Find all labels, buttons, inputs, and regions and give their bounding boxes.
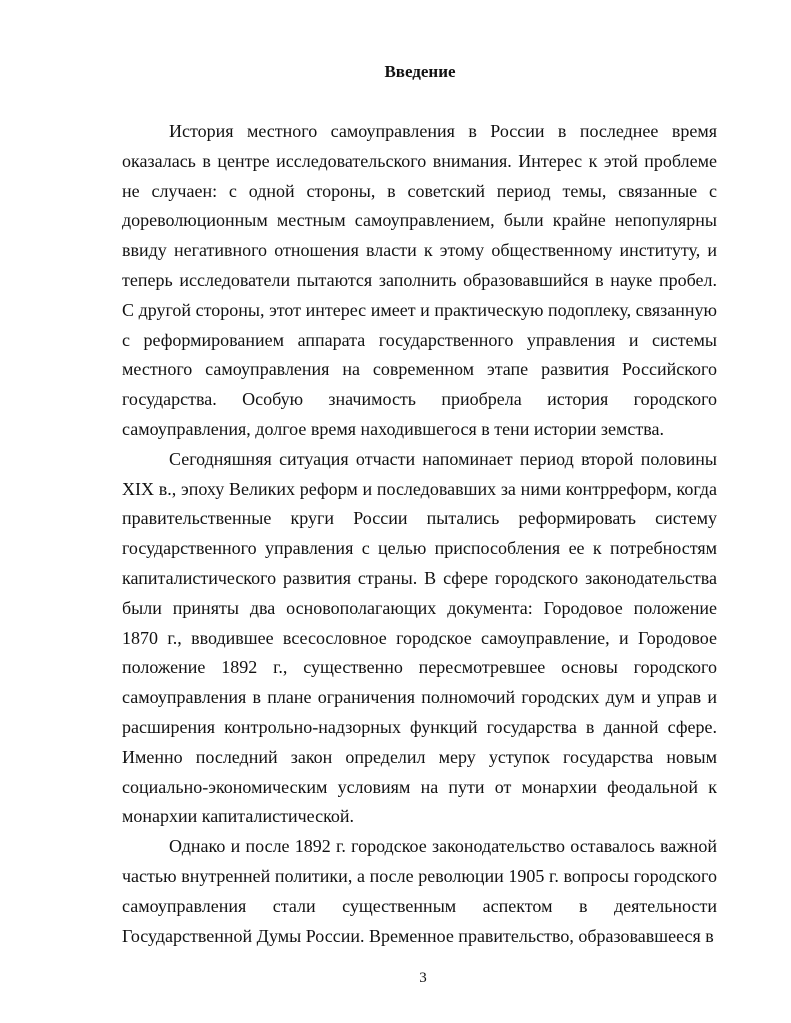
body-text [122, 117, 717, 951]
paragraph-3: Однако и после 1892 г. городское законодательство оставалось важной частью внутренней политики, а после революции 1905 г. вопросы городского самоуправления стали существенным аспектом в деятельности Государственной Думы России. Временное правительство, образовавшееся в [122, 836, 717, 946]
page-title: Введение [384, 62, 456, 81]
paragraph-2: Сегодняшняя ситуация отчасти напоминает период второй половины XIX в., эпоху Великих реформ и последовавших за ними контрреформ, когда правительственные круги России пытались реформировать систему государственного управления с целью приспособления ее к потребностям капиталистического развития страны. В сфере городского законодательства были приняты два основополагающих документа: Городовое положение 1870 г., вводившее всесословное городское самоуправление, и Городовое положение 1892 г., существенно пересмотревшее основы городского самоуправления в плане ограничения полномочий городских дум и управ и расширения контрольно-надзорных функций государства в данной сфере. Именно последний закон определил меру уступок государства новым социально-экономическим условиям на пути от монархии феодальной к монархии капиталистической. [122, 448, 717, 827]
paragraph-1: История местного самоуправления в России в последнее время оказалась в центре исследовательского внимания. Интерес к этой проблеме не случаен: с одной стороны, в советский период темы, связанные с дореволюционным местным самоуправлением, были крайне непопулярны ввиду негативного отношения власти к этому общественному институту, и теперь исследователи пытаются заполнить образовавшийся в науке пробел. С другой стороны, этот интерес имеет и практическую подоплеку, связанную с реформированием аппарата государственного управления и системы местного самоуправления на современном этапе развития Российского государства. Особую значимость приобрела история городского самоуправления, долгое время находившегося в тени истории земства. [122, 121, 717, 439]
page-number: 3 [419, 970, 427, 986]
